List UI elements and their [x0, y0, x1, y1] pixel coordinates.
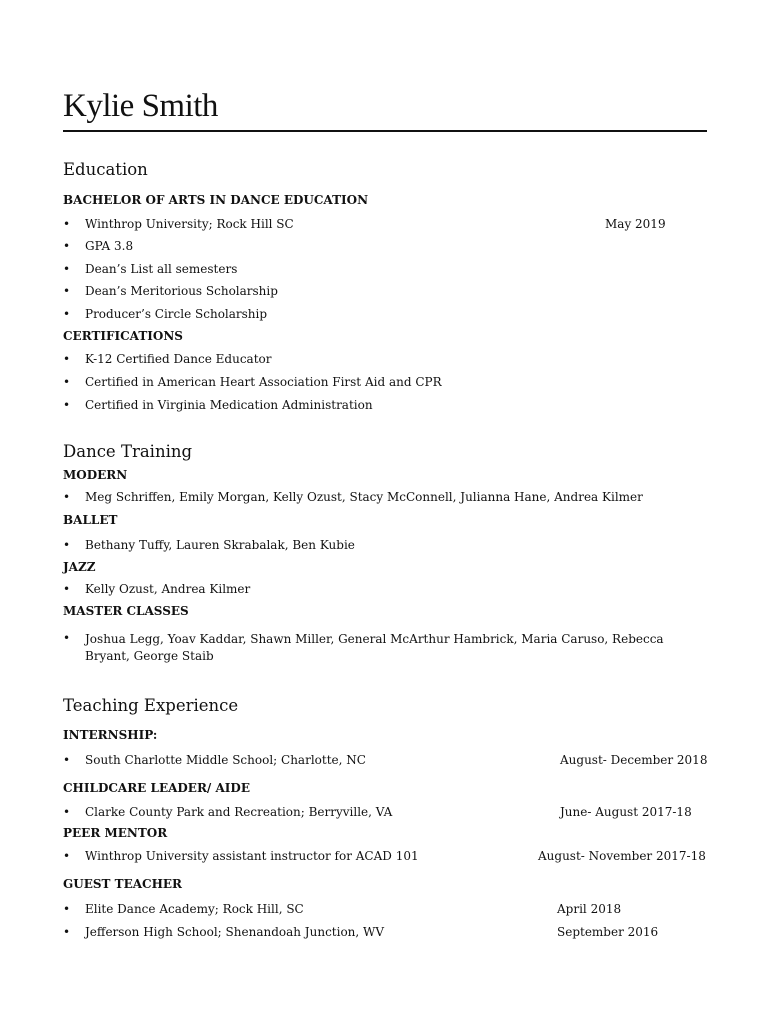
education-item-date: May 2019 — [605, 217, 666, 231]
internship-date: August- December 2018 — [560, 753, 708, 767]
education-item-text: Winthrop University; Rock Hill SC — [85, 217, 294, 231]
certification-text: Certified in Virginia Medication Administration — [85, 398, 373, 412]
bullet-icon: • — [63, 375, 71, 389]
bullet-icon: • — [63, 631, 71, 645]
jazz-label: JAZZ — [63, 560, 96, 574]
bullet-icon: • — [63, 753, 71, 767]
peer-mentor-date: August- November 2017-18 — [538, 849, 706, 863]
master-classes-label: MASTER CLASSES — [63, 604, 189, 618]
master-classes-teachers: Joshua Legg, Yoav Kaddar, Shawn Miller, General McArthur Hambrick, Maria Caruso, Rebecca Bryant, George Staib — [85, 632, 664, 663]
education-item-text: Producer’s Circle Scholarship — [85, 307, 268, 321]
guest-teacher-date: April 2018 — [557, 902, 622, 916]
education-item-text: GPA 3.8 — [85, 239, 134, 253]
guest-teacher-label: GUEST TEACHER — [63, 877, 183, 891]
bullet-icon: • — [63, 217, 71, 231]
bullet-icon: • — [63, 239, 71, 253]
ballet-label: BALLET — [63, 513, 118, 527]
bullet-icon: • — [63, 582, 71, 596]
modern-label: MODERN — [63, 468, 128, 482]
candidate-name: Kylie Smith — [63, 88, 218, 124]
modern-teachers: Meg Schriffen, Emily Morgan, Kelly Ozust, Stacy McConnell, Julianna Hane, Andrea Kilmer — [85, 490, 643, 504]
bullet-icon: • — [63, 398, 71, 412]
bullet-icon: • — [63, 805, 71, 819]
peer-mentor-text: Winthrop University assistant instructor for ACAD 101 — [85, 849, 419, 863]
certification-text: K-12 Certified Dance Educator — [85, 352, 272, 366]
header-rule — [63, 130, 707, 132]
degree-label: BACHELOR OF ARTS IN DANCE EDUCATION — [63, 193, 369, 207]
certifications-label: CERTIFICATIONS — [63, 329, 183, 343]
bullet-icon: • — [63, 284, 71, 298]
internship-text: South Charlotte Middle School; Charlotte, NC — [85, 753, 366, 767]
education-item-text: Dean’s Meritorious Scholarship — [85, 284, 278, 298]
guest-teacher-text: Jefferson High School; Shenandoah Junction, WV — [85, 925, 385, 939]
bullet-icon: • — [63, 490, 71, 504]
education-item-text: Dean’s List all semesters — [85, 262, 238, 276]
peer-mentor-label: PEER MENTOR — [63, 826, 168, 840]
bullet-icon: • — [63, 902, 71, 916]
bullet-icon: • — [63, 307, 71, 321]
childcare-label: CHILDCARE LEADER/ AIDE — [63, 781, 250, 795]
bullet-icon: • — [63, 352, 71, 366]
internship-label: INTERNSHIP: — [63, 728, 158, 742]
bullet-icon: • — [63, 849, 71, 863]
ballet-teachers: Bethany Tuffy, Lauren Skrabalak, Ben Kubie — [85, 538, 355, 552]
bullet-icon: • — [63, 262, 71, 276]
childcare-date: June- August 2017-18 — [560, 805, 692, 819]
guest-teacher-text: Elite Dance Academy; Rock Hill, SC — [85, 902, 304, 916]
teaching-heading: Teaching Experience — [63, 696, 239, 715]
guest-teacher-date: September 2016 — [557, 925, 659, 939]
certification-text: Certified in American Heart Association First Aid and CPR — [85, 375, 442, 389]
jazz-teachers: Kelly Ozust, Andrea Kilmer — [85, 582, 251, 596]
bullet-icon: • — [63, 538, 71, 552]
bullet-icon: • — [63, 925, 71, 939]
dance-training-heading: Dance Training — [63, 442, 193, 461]
education-heading: Education — [63, 160, 148, 179]
childcare-text: Clarke County Park and Recreation; Berryville, VA — [85, 805, 393, 819]
